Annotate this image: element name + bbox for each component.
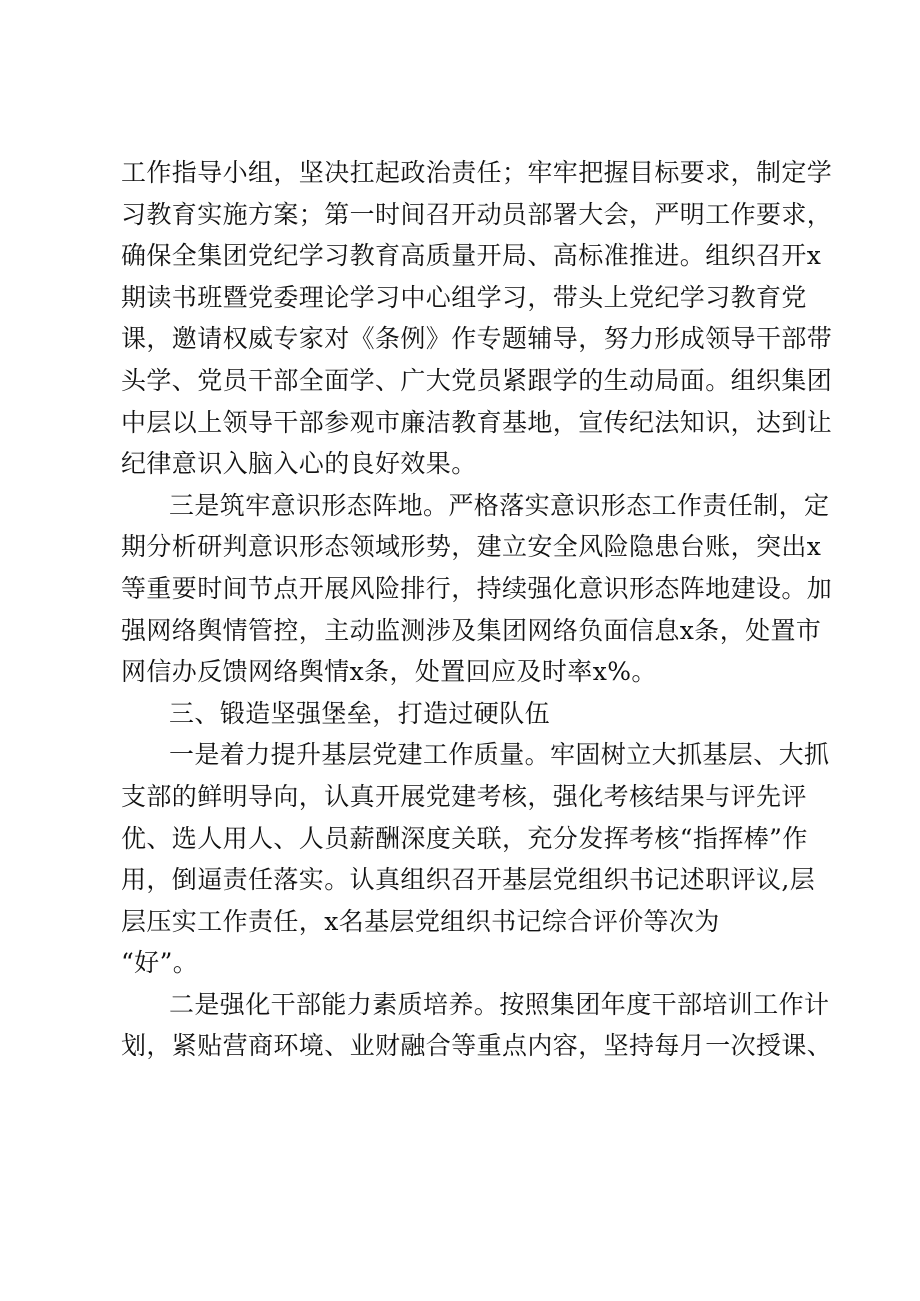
paragraph-line: 课，邀请权威专家对《条例》作专题辅导，努力形成领导干部带 (121, 324, 833, 354)
paragraph-line: 纪律意识入脑入心的良好效果。 (121, 449, 477, 479)
paragraph-line: 工作指导小组，坚决扛起政治责任；牢牢把握目标要求，制定学 (121, 158, 833, 187)
paragraph-line: 一是着力提升基层党建工作质量。牢固树立大抓基层、大抓 (169, 740, 830, 770)
paragraph-line: 优、选人用人、人员薪酬深度关联，充分发挥考核“指挥棒”作 (121, 823, 808, 853)
paragraph-line: 支部的鲜明导向，认真开展党建考核，强化考核结果与评先评 (121, 781, 807, 811)
paragraph-line: 层压实工作责任，x名基层党组织书记综合评价等次为 (121, 906, 720, 936)
paragraph-line: 头学、党员干部全面学、广大党员紧跟学的生动局面。组织集团 (121, 365, 833, 395)
paragraph-line: 习教育实施方案；第一时间召开动员部署大会，严明工作要求， (121, 199, 833, 229)
paragraph-line: 中层以上领导干部参观市廉洁教育基地，宣传纪法知识，达到让 (121, 407, 833, 437)
paragraph-line: 确保全集团党纪学习教育高质量开局、高标准推进。组织召开x (121, 241, 822, 271)
paragraph-line: 强网络舆情管控，主动监测涉及集团网络负面信息x条，处置市 (121, 615, 822, 645)
paragraph-line: 划，紧贴营商环境、业财融合等重点内容，坚持每月一次授课、 (121, 1031, 833, 1061)
section-heading: 三、锻造坚强堡垒，打造过硬队伍 (169, 698, 551, 728)
paragraph-line: 期分析研判意识形态领域形势，建立安全风险隐患台账，突出x (121, 532, 822, 562)
document-body (121, 152, 833, 1067)
paragraph-line: 用，倒逼责任落实。认真组织召开基层党组织书记述职评议,层 (121, 865, 816, 895)
paragraph-line: 期读书班暨党委理论学习中心组学习，带头上党纪学习教育党 (121, 282, 807, 312)
paragraph-line: 二是强化干部能力素质培养。按照集团年度干部培训工作计 (169, 989, 830, 1019)
paragraph-line: 网信办反馈网络舆情x条，处置回应及时率x%。 (121, 657, 657, 687)
paragraph-line: “好”。 (121, 948, 199, 978)
paragraph-line: 三是筑牢意识形态阵地。严格落实意识形态工作责任制，定 (169, 490, 830, 520)
paragraph-line: 等重要时间节点开展风险排行，持续强化意识形态阵地建设。加 (121, 573, 833, 603)
